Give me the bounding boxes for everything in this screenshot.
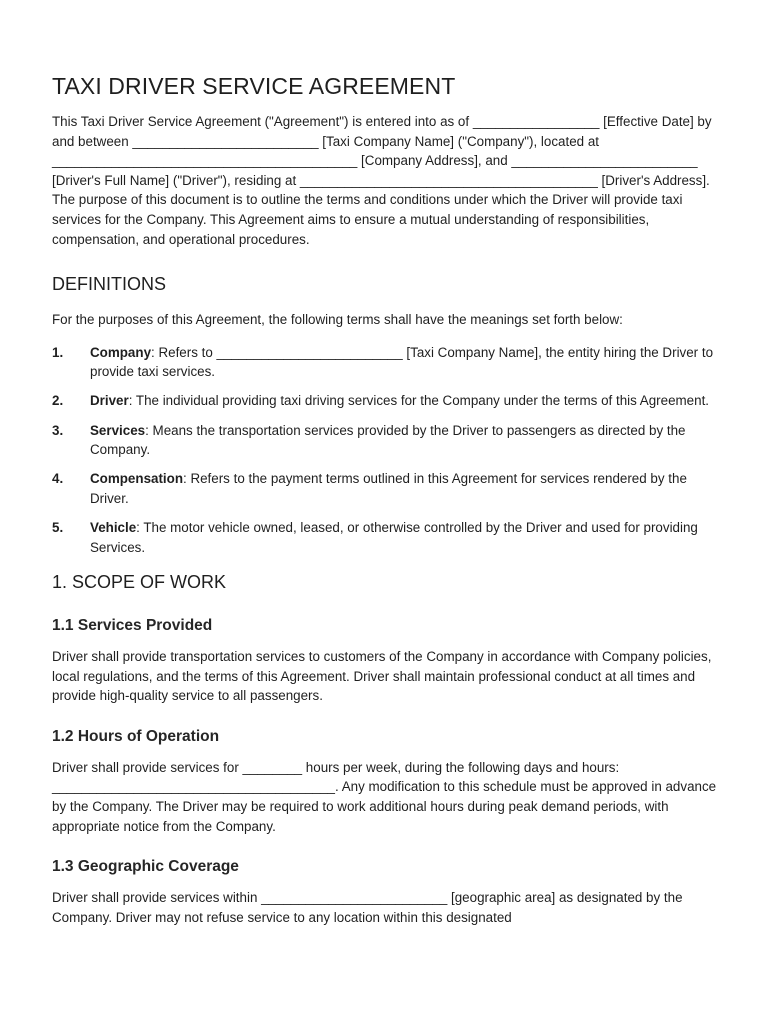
list-item xyxy=(52,343,722,382)
scope-of-work-heading: 1. SCOPE OF WORK xyxy=(52,572,227,593)
defined-term: Driver xyxy=(90,393,129,409)
list-item xyxy=(52,469,722,508)
list-item-number: 1. xyxy=(52,344,64,360)
list-item-body xyxy=(90,518,722,557)
definition-text: : The motor vehicle owned, leased, or otherwise controlled by the Driver and used for providing Services. xyxy=(90,519,698,555)
list-item-body xyxy=(90,469,722,508)
list-item-body xyxy=(90,421,722,460)
defined-term: Compensation xyxy=(90,471,183,487)
definition-text: : Means the transportation services provided by the Driver to passengers as directed by the Company. xyxy=(90,422,686,458)
list-item xyxy=(52,421,722,460)
list-item-number: 5. xyxy=(52,519,64,535)
list-item-body xyxy=(90,343,722,382)
document-content xyxy=(52,72,722,927)
definitions-intro: For the purposes of this Agreement, the following terms shall have the meanings set forth below: xyxy=(52,312,623,328)
services-provided-heading: 1.1 Services Provided xyxy=(52,617,213,635)
hours-of-operation-text: Driver shall provide services for ________ hours per week, during the following days and hours: ______________________________________. Any modification to this schedule must be approved in advance by the Company. The Driver may be required to work additional hours during peak demand periods, with appropriate notice from the Company. xyxy=(52,759,717,834)
definitions-list xyxy=(52,343,722,557)
definitions-heading: DEFINITIONS xyxy=(52,274,167,295)
list-item-number: 2. xyxy=(52,393,64,409)
definition-text: : Refers to _________________________ [Taxi Company Name], the entity hiring the Driver to provide taxi services. xyxy=(90,344,714,380)
defined-term: Services xyxy=(90,422,146,438)
services-provided-text: Driver shall provide transportation services to customers of the Company in accordance with Company policies, local regulations, and the terms of this Agreement. Driver shall maintain professional conduct at all times and provide high-quality service to all passengers. xyxy=(52,649,712,704)
geographic-coverage-heading: 1.3 Geographic Coverage xyxy=(52,858,239,876)
defined-term: Company xyxy=(90,344,152,360)
definition-text: : The individual providing taxi driving services for the Company under the terms of this Agreement. xyxy=(128,393,710,409)
list-item xyxy=(52,518,722,557)
intro-paragraph: This Taxi Driver Service Agreement ("Agreement") is entered into as of _________________ [Effective Date] by and between _________________________ [Taxi Company Name] ("Company"), located at _________________________________________ [Company Address], and _________________________ [Driver's Full Name] ("Driver"), residing at ________________________________________ [Driver's Address]. The purpose of this document is to outline the terms and conditions under which the Driver will provide taxi services for the Company. This Agreement aims to ensure a mutual understanding of responsibilities, compensation, and operational procedures. xyxy=(52,114,712,247)
definition-text: : Refers to the payment terms outlined in this Agreement for services rendered by the Driver. xyxy=(90,471,687,506)
defined-term: Vehicle xyxy=(90,519,137,535)
list-item xyxy=(52,391,722,411)
document-title: TAXI DRIVER SERVICE AGREEMENT xyxy=(52,73,456,99)
hours-of-operation-heading: 1.2 Hours of Operation xyxy=(52,727,220,745)
list-item-number: 3. xyxy=(52,422,64,438)
list-item-number: 4. xyxy=(52,471,64,487)
geographic-coverage-text: Driver shall provide services within _________________________ [geographic area] as designated by the Company. Driver may not refuse service to any location within this designated xyxy=(52,890,683,925)
list-item-body xyxy=(90,391,722,411)
